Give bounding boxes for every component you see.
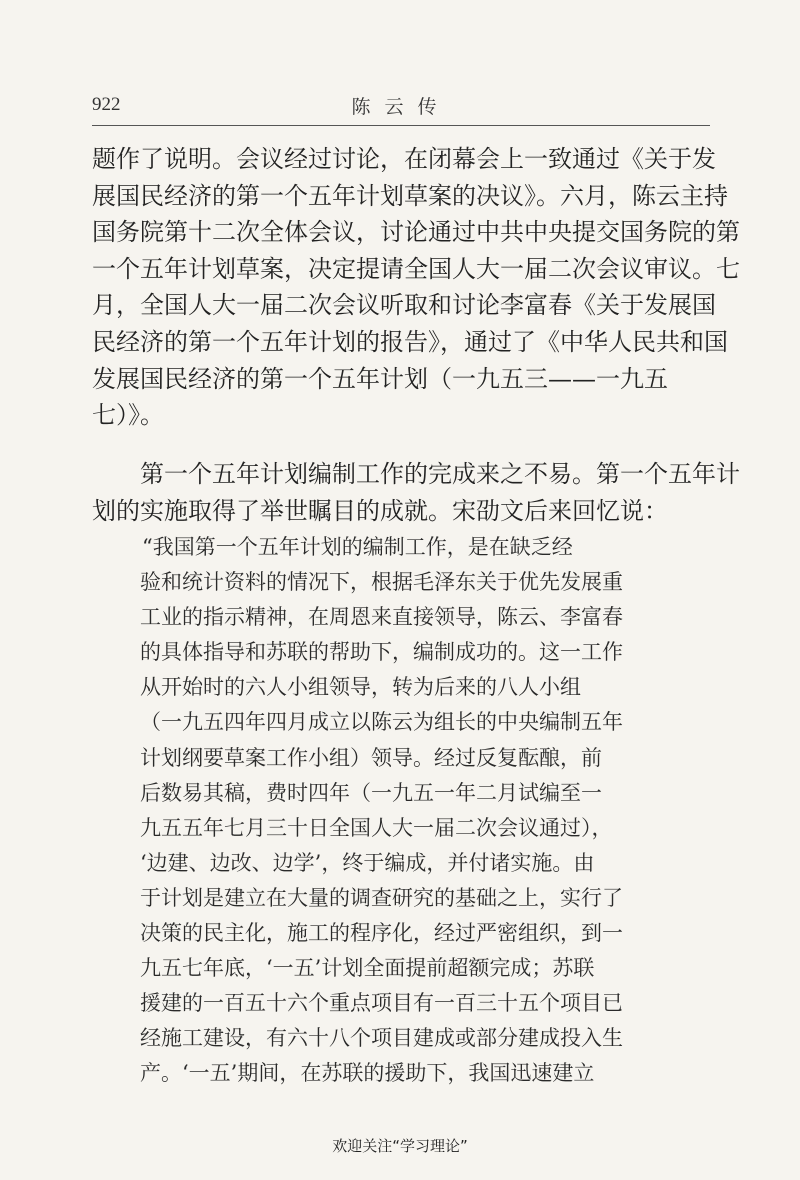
quote-line: 九五七年底，‘一五’计划全面提前超额完成；苏联 <box>140 956 595 981</box>
page-number: 922 <box>92 94 121 115</box>
text-line: 月，全国人大一届二次会议听取和讨论李富春《关于发展国 <box>92 291 716 320</box>
quote-line: 从开始时的六人小组领导，转为后来的八人小组 <box>140 675 581 700</box>
quote-line: 工业的指示精神，在周恩来直接领导，陈云、李富春 <box>140 605 623 630</box>
quote-line: 经施工建设，有六十八个项目建成或部分建成投入生 <box>140 1026 623 1051</box>
quote-line: （一九五四年四月成立以陈云为组长的中央编制五年 <box>140 710 623 735</box>
footer-note: 欢迎关注“学习理论” <box>332 1137 468 1155</box>
header-rule <box>92 125 710 126</box>
quote-line: 产。‘一五’期间，在苏联的援助下，我国迅速建立 <box>140 1061 595 1086</box>
text-line: 一个五年计划草案，决定提请全国人大一届二次会议审议。七 <box>92 254 740 283</box>
quote-line: 验和统计资料的情况下，根据毛泽东关于优先发展重 <box>140 570 623 595</box>
text-line: 国务院第十二次全体会议，讨论通过中共中央提交国务院的第 <box>92 218 740 247</box>
text-line: 民经济的第一个五年计划的报告》，通过了《中华人民共和国 <box>92 327 728 356</box>
text-line: 第一个五年计划编制工作的完成来之不易。第一个五年计 <box>140 460 740 488</box>
quote-line: 决策的民主化，施工的程序化，经过严密组织，到一 <box>140 921 623 946</box>
quote-line: 于计划是建立在大量的调查研究的基础之上，实行了 <box>140 885 623 910</box>
page-header <box>92 92 710 126</box>
text-line: 划的实施取得了举世瞩目的成就。宋劭文后来回忆说： <box>92 496 668 525</box>
running-title: 陈云传 <box>351 96 451 118</box>
body-paragraph-1 <box>92 141 740 434</box>
quote-line: 的具体指导和苏联的帮助下，编制成功的。这一工作 <box>140 640 623 665</box>
quote-line: 计划纲要草案工作小组）领导。经过反复酝酿，前 <box>140 745 602 770</box>
body-paragraph-2 <box>92 456 740 529</box>
text-line: 发展国民经济的第一个五年计划（一九五三——一九五 <box>92 364 668 393</box>
quote-line: “我国第一个五年计划的编制工作，是在缺乏经 <box>142 535 573 559</box>
quote-line: ‘边建、边改、边学’，终于编成，并付诸实施。由 <box>140 850 595 875</box>
quote-line: 援建的一百五十六个重点项目有一百三十五个项目已 <box>140 991 623 1016</box>
quote-line: 后数易其稿，费时四年（一九五一年二月试编至一 <box>140 780 602 805</box>
block-quote <box>140 530 660 1092</box>
text-line: 七）》。 <box>92 401 164 430</box>
text-line: 展国民经济的第一个五年计划草案的决议》。六月，陈云主持 <box>92 181 728 210</box>
text-line: 题作了说明。会议经过讨论，在闭幕会上一致通过《关于发 <box>92 145 716 173</box>
quote-line: 九五五年七月三十日全国人大一届二次会议通过）， <box>140 815 613 840</box>
